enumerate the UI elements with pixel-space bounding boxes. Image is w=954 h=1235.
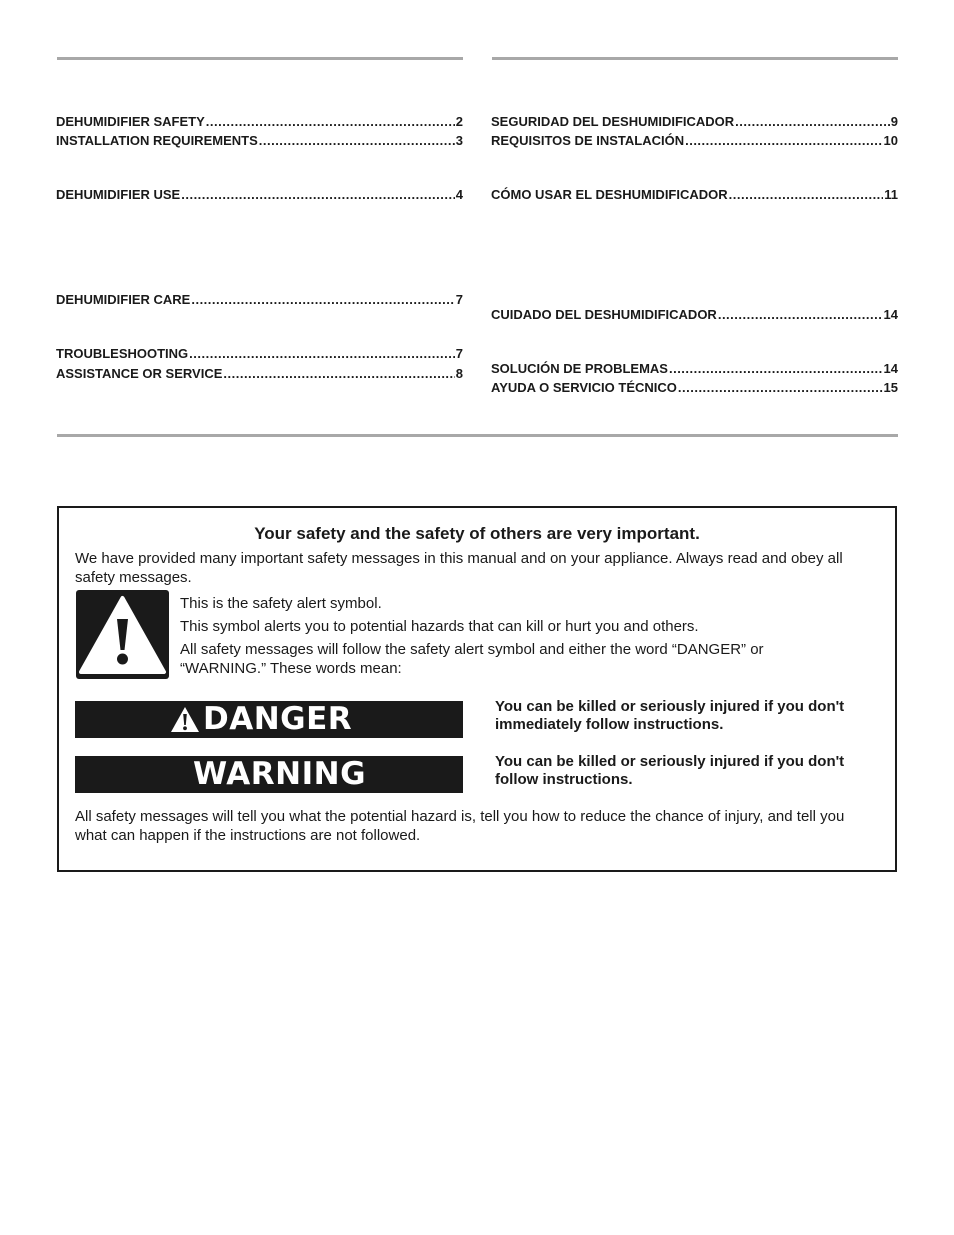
toc-entry-label: AYUDA O SERVICIO TÉCNICO [491,380,677,395]
toc-leader-dots [669,361,883,377]
toc-entry-label: CÓMO USAR EL DESHUMIDIFICADOR [491,187,728,202]
safety-alert-triangle-icon [76,590,169,679]
warning-word: WARNING [193,756,367,792]
toc-entry-page: 14 [883,307,898,322]
toc-leader-dots [729,187,884,203]
safety-intro: We have provided many important safety messages in this manual and on your appliance. Always read and obey all safety messages. [75,550,843,586]
toc-entry[interactable] [56,292,463,308]
toc-entry[interactable] [491,114,898,130]
toc-entry-page: 7 [455,292,463,307]
toc-entry-label: REQUISITOS DE INSTALACIÓN [491,133,685,148]
toc-entry-page: 14 [883,361,898,376]
safety-box [57,506,897,872]
toc-leader-dots [223,366,454,382]
toc-leader-dots [718,307,883,323]
toc-entry-label: INSTALLATION REQUIREMENTS [56,133,258,148]
toc-entry-label: DEHUMIDIFIER SAFETY [56,114,205,129]
toc-entry-page: 8 [455,366,463,381]
safety-heading: Your safety and the safety of others are very important. [254,524,700,543]
toc-entry-page: 7 [455,346,463,361]
toc-leader-dots [206,114,455,130]
toc-leader-dots [735,114,890,130]
toc-entry[interactable] [56,114,463,130]
toc-entry-page: 2 [455,114,463,129]
toc-leader-dots [189,346,455,362]
symbol-line: All safety messages will follow the safety alert symbol and either the word “DANGER” or “WARNING.” These words mean: [180,641,764,677]
toc-entry[interactable] [491,187,898,203]
toc-entry-label: SOLUCIÓN DE PROBLEMAS [491,361,668,376]
bottom-toc-rule [57,434,898,437]
symbol-line: This symbol alerts you to potential hazards that can kill or hurt you and others. [180,618,699,635]
toc-entry-label: SEGURIDAD DEL DESHUMIDIFICADOR [491,114,735,129]
toc-entry-page: 15 [883,380,898,395]
danger-description: You can be killed or seriously injured if you don't immediately follow instructions. [495,698,845,733]
toc-entry-label: CUIDADO DEL DESHUMIDIFICADOR [491,307,717,322]
danger-word: DANGER [203,701,353,737]
toc-entry[interactable] [56,187,463,203]
danger-banner [75,701,463,738]
toc-leader-dots [259,133,455,149]
toc-entry-page: 10 [883,133,898,148]
toc-entry-page: 3 [455,133,463,148]
toc-entry[interactable] [56,366,463,382]
warning-banner [75,756,463,793]
toc-entry-label: TROUBLESHOOTING [56,346,189,361]
safety-alert-triangle-icon [169,705,201,735]
symbol-line: This is the safety alert symbol. [180,595,382,612]
toc-entry-page: 9 [890,114,898,129]
toc-entry[interactable] [56,346,463,362]
toc-entry[interactable] [491,307,898,323]
toc-leader-dots [191,292,454,308]
warning-description: You can be killed or seriously injured if you don't follow instructions. [495,753,845,788]
symbol-explanation [180,594,830,678]
toc-entry[interactable] [56,133,463,149]
toc-entry-page: 4 [455,187,463,202]
top-right-rule [492,57,898,60]
toc-entry-page: 11 [884,187,898,202]
toc-leader-dots [685,133,882,149]
top-left-rule [57,57,463,60]
toc-leader-dots [678,380,883,396]
toc-entry-label: DEHUMIDIFIER USE [56,187,181,202]
toc-entry-label: ASSISTANCE OR SERVICE [56,366,223,381]
toc-entry[interactable] [491,380,898,396]
toc-entry[interactable] [491,133,898,149]
toc-entry-label: DEHUMIDIFIER CARE [56,292,191,307]
safety-closing: All safety messages will tell you what the potential hazard is, tell you how to reduce the chance of injury, and tell you what can happen if the instructions are not followed. [75,808,845,844]
toc-entry[interactable] [491,361,898,377]
toc-leader-dots [181,187,455,203]
